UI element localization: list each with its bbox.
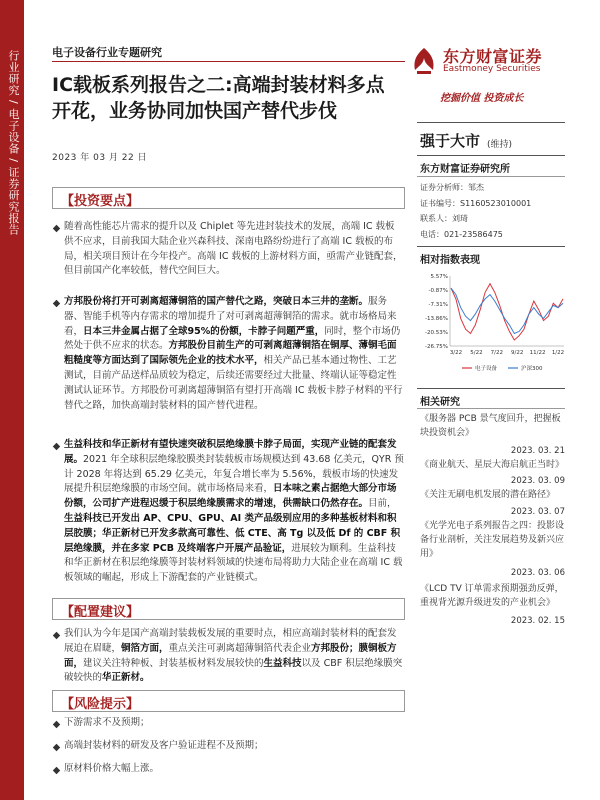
sidebar-label: 行业研究 / 电子设备 / 证券研究报告 [7,50,20,236]
y-tick-label: -26.75% [425,344,448,350]
bullet-icon [53,443,60,450]
section-risk-title: 【风险提示】 [61,697,140,712]
institute-name: 东方财富证券研究所 [420,164,510,175]
highlight-3-text-c: 进展较为顺利。生益科技和华正新材在积层绝缘膜等封装材料领域的快速布局将助力大陆企业在高端 IC 载板领域的崛起，形成上下游配套的产业链模式。 [64,542,403,584]
allocation-emphasis-d: 华正新材。 [102,672,150,684]
section-highlights-header [52,187,405,209]
highlight-paragraph-3 [64,438,404,586]
allocation-paragraph [64,627,404,686]
related-report-title[interactable]: 《关注无刷电机发展的潜在路径》 [420,490,556,500]
related-report-date: 2023. 03. 21 [510,446,565,456]
highlight-paragraph-1 [64,220,404,279]
risk-item: 下游需求不及预期； [64,717,150,728]
contact-name: 联系人：刘琦 [420,214,468,223]
chart-heading: 相对指数表现 [420,255,480,266]
allocation-text-a: 我们认为今年是国产高端封装载板发展的重要时点，相应高端封装材料的配套发展迫在眉睫， [64,628,397,654]
bullet-icon [53,721,60,728]
related-report-title[interactable]: 《商业航天、星辰大海启航正当时》 [420,460,565,470]
allocation-text-d: 以及 CBF 积层绝缘膜突破较快的 [64,657,403,684]
legend-label: 电子设备 [475,366,498,372]
related-report-title[interactable]: 《光学光电子系列报告之四：投影设备行业剖析，关注发展趋势及新兴应用》 [420,521,565,559]
relative-index-chart [420,268,566,378]
y-tick-label: -0.87% [428,288,448,294]
highlight-3-text-b: 目前， [368,498,397,510]
section-allocation-header [52,598,405,620]
highlight-2-lead: 方邦股份将打开可剥离超薄铜箔的国产替代之路，突破日本三井的垄断。 [64,296,369,307]
brand-logo [409,44,559,80]
highlight-2-emphasis-b: 方邦股份目前生产的可剥离超薄铜箔在铜厚、薄铜毛面粗糙度等方面达到了国际领先企业的技术水平， [64,340,397,367]
rating-rule [417,122,565,123]
related-report-date: 2023. 03. 09 [510,476,565,486]
document-type: 电子设备行业专题研究 [52,46,162,59]
rating-sub: (维持) [487,140,513,150]
x-tick-label: 1/22 [551,350,565,356]
y-tick-label: 5.57% [430,274,448,280]
chart-rule [417,246,565,247]
allocation-text-c: 建议关注特种板、封装基板材料发展较快的 [83,657,264,669]
risk-item: 原材料价格大幅上涨。 [64,763,160,774]
series-line-电子设备 [451,284,563,340]
bullet-icon [53,767,60,774]
highlight-1-text: 随着高性能芯片需求的提升以及 Chiplet 等先进封装技术的发展，高端 IC 载板供不应求，目前我国大陆企业兴森科技、深南电路纷纷进行了高端 IC 载板的布局，相关项目预计在今年投产。高端 IC 载板的上游材料方面，亟需产业链配套，但目前国产化率较低，替代空间巨大。 [64,221,403,277]
related-rule [417,388,565,389]
highlight-paragraph-2 [64,295,404,413]
legend-label: 沪深300 [521,366,543,372]
bullet-icon [53,225,60,232]
allocation-text-b: 重点关注可剥离超薄铜箔代表企业 [168,642,312,654]
y-tick-label: -20.53% [425,330,448,336]
highlight-3-text-a: 2021 年全球积层绝缘胶膜类封装载板市场规模达到 43.68 亿美元，QYR 预计 2028 年将达到 65.29 亿美元，年复合增长率为 5.56%，载板市场的快速发展提升积层绝缘膜的市场空间。就市场格局来看， [64,453,404,495]
brand-logo-icon [409,46,439,76]
analyst-name: 证券分析师：邹杰 [420,183,484,192]
highlight-2-text-c: 相关产品已基本通过物性、工艺测试，目前产品送样品质较为稳定，后续还需要经过大批量、终端认证等稳定性测试认证环节。方邦股份可剥离超薄铜箔有望打开高端 IC 载板卡脖子材料的平行替代之路，加快高端封装材料的国产替代进程。 [64,355,403,411]
brand-name-en: Eastmoney Securities [443,64,541,74]
contact-phone: 电话：021-23586475 [420,230,503,239]
x-tick-label: 7/22 [490,350,503,356]
allocation-emphasis-b: 方邦股份；膜铜板方面， [64,642,397,669]
rating-main: 强于大市 [420,132,481,150]
report-title: IC载板系列报告之二:高端封装材料多点开花，业务协同加快国产替代步伐 [52,74,385,122]
x-tick-label: 9/22 [511,350,524,356]
related-report-date: 2023. 02. 15 [510,616,565,626]
highlight-3-emphasis-a: 日本味之素占据绝大部分市场份额，公司扩产进程迟缓于积层绝缘膜需求的增速，供需缺口仍然存在。 [64,483,397,510]
related-heading: 相关研究 [420,397,460,408]
report-date: 2023 年 03 月 22 日 [52,153,148,163]
brand-name-cn: 东方财富证券 [443,47,543,66]
allocation-emphasis-a: 铜箔方面， [121,642,169,654]
bullet-icon [53,744,60,751]
header-rule [52,61,405,62]
bullet-icon [53,632,60,639]
risk-item: 高端封装材料的研发及客户验证进程不及预期； [64,740,264,751]
y-tick-label: -7.31% [428,302,448,308]
related-report-date: 2023. 03. 06 [510,568,565,578]
allocation-emphasis-c: 生益科技 [263,657,302,669]
section-highlights-title: 【投资要点】 [61,194,140,209]
highlight-3-emphasis-b: 生益科技已开发出 AP、CPU、GPU、AI 类产品级别应用的多种基板材料和积层胶膜；华正新材已开发多款高可靠性、低 CTE、高 Tg 以及低 Df 的 CBF 积层绝缘膜，并在多家 PCB 及终端客户开展产品验证， [64,512,401,554]
x-tick-label: 11/22 [529,350,546,356]
highlight-3-lead: 生益科技和华正新材有望快速突破积层绝缘膜卡脖子局面，实现产业链的配套发展。 [64,439,397,465]
x-tick-label: 3/22 [449,350,463,356]
related-report-title[interactable]: 《LCD TV 订单需求预期强劲反弹，重视背光源升级迸发的产业机会》 [420,584,564,608]
highlight-2-text-a: 服务器、智能手机等内存需求的增加提升了对可剥离超薄铜箔的需求。就市场格局来看， [64,296,397,337]
analyst-cert: 证书编号：S1160523010001 [420,199,532,208]
related-report-title[interactable]: 《服务器 PCB 景气度回升，把握板块投资机会》 [420,414,561,438]
institute-divider [417,176,565,177]
sidebar-strip [0,0,24,800]
institute-rule [417,155,565,156]
related-report-date: 2023. 03. 07 [510,507,565,517]
brand-slogan: 挖掘价值 投资成长 [440,93,524,104]
section-risk-header [52,690,405,712]
y-tick-label: -13.86% [425,316,448,322]
highlight-2-emphasis-a: 日本三井金属占据了全球95%的份额，卡脖子问题严重， [83,325,325,337]
x-tick-label: 5/22 [470,350,483,356]
highlight-2-text-b: 同时，整个市场仍然处于供不应求的状态。 [64,325,401,352]
bullet-icon [53,300,60,307]
related-divider [417,408,565,409]
section-allocation-title: 【配置建议】 [61,605,140,620]
